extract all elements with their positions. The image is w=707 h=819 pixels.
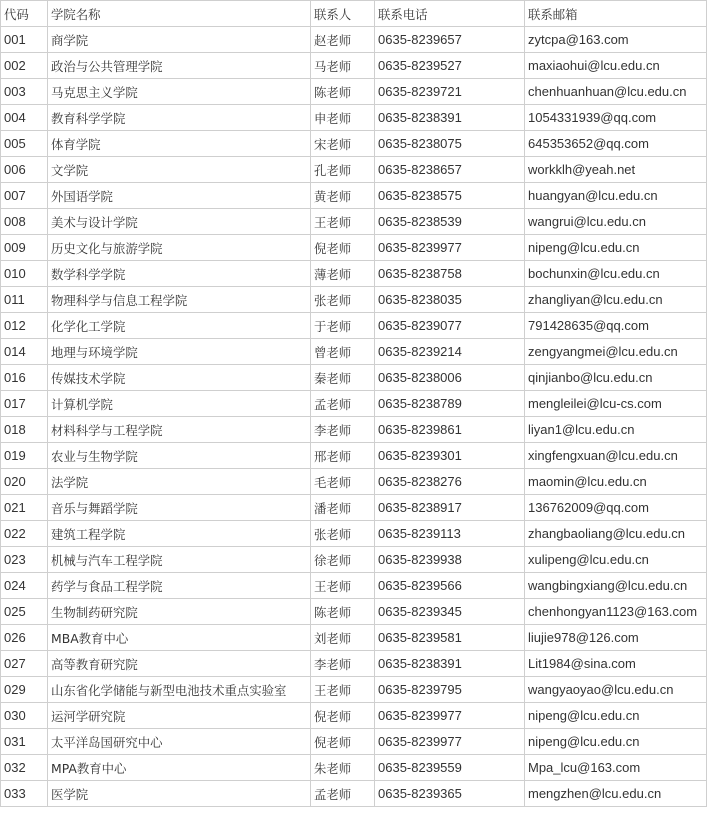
table-row bbox=[1, 183, 707, 209]
cell-contact-person: 徐老师 bbox=[311, 547, 375, 573]
cell-phone: 0635-8238391 bbox=[375, 105, 525, 131]
cell-code: 032 bbox=[1, 755, 48, 781]
cell-email: mengzhen@lcu.edu.cn bbox=[525, 781, 707, 807]
cell-email: chenhongyan1123@163.com bbox=[525, 599, 707, 625]
cell-email: 1054331939@qq.com bbox=[525, 105, 707, 131]
cell-phone: 0635-8239559 bbox=[375, 755, 525, 781]
cell-phone: 0635-8238758 bbox=[375, 261, 525, 287]
cell-college-name: 太平洋岛国研究中心 bbox=[48, 729, 311, 755]
cell-college-name: 体育学院 bbox=[48, 131, 311, 157]
table-row bbox=[1, 391, 707, 417]
table-row bbox=[1, 547, 707, 573]
cell-phone: 0635-8238575 bbox=[375, 183, 525, 209]
cell-code: 002 bbox=[1, 53, 48, 79]
cell-email: liyan1@lcu.edu.cn bbox=[525, 417, 707, 443]
cell-email: workklh@yeah.net bbox=[525, 157, 707, 183]
cell-phone: 0635-8238276 bbox=[375, 469, 525, 495]
table-row bbox=[1, 625, 707, 651]
cell-code: 007 bbox=[1, 183, 48, 209]
cell-code: 012 bbox=[1, 313, 48, 339]
cell-college-name: 建筑工程学院 bbox=[48, 521, 311, 547]
table-row bbox=[1, 261, 707, 287]
table-row bbox=[1, 157, 707, 183]
cell-phone: 0635-8239657 bbox=[375, 27, 525, 53]
cell-email: maomin@lcu.edu.cn bbox=[525, 469, 707, 495]
cell-college-name: 材料科学与工程学院 bbox=[48, 417, 311, 443]
cell-phone: 0635-8238657 bbox=[375, 157, 525, 183]
cell-email: mengleilei@lcu-cs.com bbox=[525, 391, 707, 417]
cell-email: 791428635@qq.com bbox=[525, 313, 707, 339]
cell-code: 021 bbox=[1, 495, 48, 521]
cell-contact-person: 曾老师 bbox=[311, 339, 375, 365]
cell-phone: 0635-8239977 bbox=[375, 235, 525, 261]
cell-phone: 0635-8238917 bbox=[375, 495, 525, 521]
cell-email: xulipeng@lcu.edu.cn bbox=[525, 547, 707, 573]
table-row bbox=[1, 287, 707, 313]
table-row bbox=[1, 339, 707, 365]
cell-phone: 0635-8239301 bbox=[375, 443, 525, 469]
cell-college-name: 高等教育研究院 bbox=[48, 651, 311, 677]
cell-contact-person: 孔老师 bbox=[311, 157, 375, 183]
cell-phone: 0635-8239345 bbox=[375, 599, 525, 625]
cell-phone: 0635-8239113 bbox=[375, 521, 525, 547]
table-row bbox=[1, 417, 707, 443]
cell-contact-person: 张老师 bbox=[311, 287, 375, 313]
cell-code: 008 bbox=[1, 209, 48, 235]
header-row bbox=[1, 1, 707, 27]
table-row bbox=[1, 469, 707, 495]
cell-contact-person: 王老师 bbox=[311, 677, 375, 703]
header-contact-person: 联系人 bbox=[311, 1, 375, 27]
cell-contact-person: 薄老师 bbox=[311, 261, 375, 287]
cell-college-name: 运河学研究院 bbox=[48, 703, 311, 729]
cell-phone: 0635-8239365 bbox=[375, 781, 525, 807]
cell-contact-person: 陈老师 bbox=[311, 79, 375, 105]
cell-code: 009 bbox=[1, 235, 48, 261]
cell-college-name: 农业与生物学院 bbox=[48, 443, 311, 469]
cell-college-name: 教育科学学院 bbox=[48, 105, 311, 131]
cell-email: wangbingxiang@lcu.edu.cn bbox=[525, 573, 707, 599]
cell-college-name: 地理与环境学院 bbox=[48, 339, 311, 365]
cell-email: nipeng@lcu.edu.cn bbox=[525, 703, 707, 729]
table-body bbox=[1, 27, 707, 807]
cell-contact-person: 倪老师 bbox=[311, 235, 375, 261]
table-row bbox=[1, 781, 707, 807]
cell-code: 010 bbox=[1, 261, 48, 287]
cell-contact-person: 孟老师 bbox=[311, 781, 375, 807]
cell-code: 027 bbox=[1, 651, 48, 677]
table-row bbox=[1, 235, 707, 261]
cell-phone: 0635-8239581 bbox=[375, 625, 525, 651]
cell-college-name: 音乐与舞蹈学院 bbox=[48, 495, 311, 521]
cell-email: chenhuanhuan@lcu.edu.cn bbox=[525, 79, 707, 105]
cell-email: xingfengxuan@lcu.edu.cn bbox=[525, 443, 707, 469]
table-row bbox=[1, 677, 707, 703]
cell-code: 016 bbox=[1, 365, 48, 391]
cell-phone: 0635-8238035 bbox=[375, 287, 525, 313]
table-row bbox=[1, 27, 707, 53]
table-row bbox=[1, 573, 707, 599]
cell-contact-person: 朱老师 bbox=[311, 755, 375, 781]
cell-email: nipeng@lcu.edu.cn bbox=[525, 729, 707, 755]
cell-phone: 0635-8238539 bbox=[375, 209, 525, 235]
cell-phone: 0635-8239938 bbox=[375, 547, 525, 573]
cell-contact-person: 秦老师 bbox=[311, 365, 375, 391]
cell-phone: 0635-8239214 bbox=[375, 339, 525, 365]
cell-code: 003 bbox=[1, 79, 48, 105]
cell-contact-person: 赵老师 bbox=[311, 27, 375, 53]
cell-phone: 0635-8239977 bbox=[375, 729, 525, 755]
cell-phone: 0635-8238006 bbox=[375, 365, 525, 391]
cell-college-name: 数学科学学院 bbox=[48, 261, 311, 287]
cell-email: zengyangmei@lcu.edu.cn bbox=[525, 339, 707, 365]
header-code: 代码 bbox=[1, 1, 48, 27]
cell-college-name: MPA教育中心 bbox=[48, 755, 311, 781]
cell-phone: 0635-8239795 bbox=[375, 677, 525, 703]
table-row bbox=[1, 365, 707, 391]
table-row bbox=[1, 105, 707, 131]
cell-phone: 0635-8238789 bbox=[375, 391, 525, 417]
cell-phone: 0635-8239861 bbox=[375, 417, 525, 443]
cell-contact-person: 王老师 bbox=[311, 209, 375, 235]
cell-code: 024 bbox=[1, 573, 48, 599]
cell-contact-person: 李老师 bbox=[311, 417, 375, 443]
cell-phone: 0635-8239077 bbox=[375, 313, 525, 339]
cell-college-name: 化学化工学院 bbox=[48, 313, 311, 339]
cell-college-name: 计算机学院 bbox=[48, 391, 311, 417]
cell-email: huangyan@lcu.edu.cn bbox=[525, 183, 707, 209]
cell-contact-person: 申老师 bbox=[311, 105, 375, 131]
cell-college-name: 药学与食品工程学院 bbox=[48, 573, 311, 599]
cell-contact-person: 倪老师 bbox=[311, 729, 375, 755]
cell-contact-person: 刘老师 bbox=[311, 625, 375, 651]
cell-code: 020 bbox=[1, 469, 48, 495]
table-row bbox=[1, 755, 707, 781]
table-row bbox=[1, 209, 707, 235]
header-contact-email: 联系邮箱 bbox=[525, 1, 707, 27]
cell-code: 033 bbox=[1, 781, 48, 807]
cell-college-name: 山东省化学储能与新型电池技术重点实验室 bbox=[48, 677, 311, 703]
cell-contact-person: 邢老师 bbox=[311, 443, 375, 469]
cell-college-name: 文学院 bbox=[48, 157, 311, 183]
cell-college-name: 商学院 bbox=[48, 27, 311, 53]
cell-code: 031 bbox=[1, 729, 48, 755]
cell-college-name: 法学院 bbox=[48, 469, 311, 495]
cell-code: 022 bbox=[1, 521, 48, 547]
cell-code: 023 bbox=[1, 547, 48, 573]
cell-contact-person: 陈老师 bbox=[311, 599, 375, 625]
table-row bbox=[1, 521, 707, 547]
cell-email: nipeng@lcu.edu.cn bbox=[525, 235, 707, 261]
cell-code: 025 bbox=[1, 599, 48, 625]
cell-contact-person: 王老师 bbox=[311, 573, 375, 599]
cell-college-name: MBA教育中心 bbox=[48, 625, 311, 651]
table-row bbox=[1, 443, 707, 469]
header-college-name: 学院名称 bbox=[48, 1, 311, 27]
cell-email: 645353652@qq.com bbox=[525, 131, 707, 157]
cell-phone: 0635-8239527 bbox=[375, 53, 525, 79]
cell-contact-person: 孟老师 bbox=[311, 391, 375, 417]
cell-email: maxiaohui@lcu.edu.cn bbox=[525, 53, 707, 79]
cell-college-name: 医学院 bbox=[48, 781, 311, 807]
cell-contact-person: 李老师 bbox=[311, 651, 375, 677]
table-row bbox=[1, 495, 707, 521]
cell-code: 001 bbox=[1, 27, 48, 53]
cell-email: wangyaoyao@lcu.edu.cn bbox=[525, 677, 707, 703]
cell-code: 005 bbox=[1, 131, 48, 157]
table-row bbox=[1, 313, 707, 339]
table-row bbox=[1, 651, 707, 677]
cell-college-name: 美术与设计学院 bbox=[48, 209, 311, 235]
cell-code: 004 bbox=[1, 105, 48, 131]
cell-contact-person: 马老师 bbox=[311, 53, 375, 79]
cell-college-name: 历史文化与旅游学院 bbox=[48, 235, 311, 261]
cell-email: Lit1984@sina.com bbox=[525, 651, 707, 677]
cell-phone: 0635-8238391 bbox=[375, 651, 525, 677]
cell-code: 014 bbox=[1, 339, 48, 365]
cell-phone: 0635-8239977 bbox=[375, 703, 525, 729]
cell-email: liujie978@126.com bbox=[525, 625, 707, 651]
cell-contact-person: 毛老师 bbox=[311, 469, 375, 495]
cell-contact-person: 黄老师 bbox=[311, 183, 375, 209]
table-row bbox=[1, 79, 707, 105]
cell-email: qinjianbo@lcu.edu.cn bbox=[525, 365, 707, 391]
cell-code: 019 bbox=[1, 443, 48, 469]
cell-contact-person: 张老师 bbox=[311, 521, 375, 547]
cell-contact-person: 倪老师 bbox=[311, 703, 375, 729]
table-row bbox=[1, 599, 707, 625]
cell-phone: 0635-8239566 bbox=[375, 573, 525, 599]
cell-phone: 0635-8239721 bbox=[375, 79, 525, 105]
cell-contact-person: 于老师 bbox=[311, 313, 375, 339]
cell-contact-person: 潘老师 bbox=[311, 495, 375, 521]
table-row bbox=[1, 53, 707, 79]
cell-college-name: 物理科学与信息工程学院 bbox=[48, 287, 311, 313]
table-row bbox=[1, 703, 707, 729]
cell-phone: 0635-8238075 bbox=[375, 131, 525, 157]
cell-email: zytcpa@163.com bbox=[525, 27, 707, 53]
cell-code: 026 bbox=[1, 625, 48, 651]
cell-code: 029 bbox=[1, 677, 48, 703]
cell-email: wangrui@lcu.edu.cn bbox=[525, 209, 707, 235]
cell-code: 018 bbox=[1, 417, 48, 443]
cell-college-name: 机械与汽车工程学院 bbox=[48, 547, 311, 573]
cell-email: bochunxin@lcu.edu.cn bbox=[525, 261, 707, 287]
cell-code: 006 bbox=[1, 157, 48, 183]
cell-code: 030 bbox=[1, 703, 48, 729]
cell-college-name: 政治与公共管理学院 bbox=[48, 53, 311, 79]
cell-code: 017 bbox=[1, 391, 48, 417]
cell-college-name: 马克思主义学院 bbox=[48, 79, 311, 105]
table-row bbox=[1, 131, 707, 157]
cell-college-name: 生物制药研究院 bbox=[48, 599, 311, 625]
cell-email: zhangbaoliang@lcu.edu.cn bbox=[525, 521, 707, 547]
table-row bbox=[1, 729, 707, 755]
cell-code: 011 bbox=[1, 287, 48, 313]
cell-college-name: 传媒技术学院 bbox=[48, 365, 311, 391]
cell-college-name: 外国语学院 bbox=[48, 183, 311, 209]
cell-email: 136762009@qq.com bbox=[525, 495, 707, 521]
cell-email: zhangliyan@lcu.edu.cn bbox=[525, 287, 707, 313]
cell-contact-person: 宋老师 bbox=[311, 131, 375, 157]
cell-email: Mpa_lcu@163.com bbox=[525, 755, 707, 781]
header-contact-phone: 联系电话 bbox=[375, 1, 525, 27]
